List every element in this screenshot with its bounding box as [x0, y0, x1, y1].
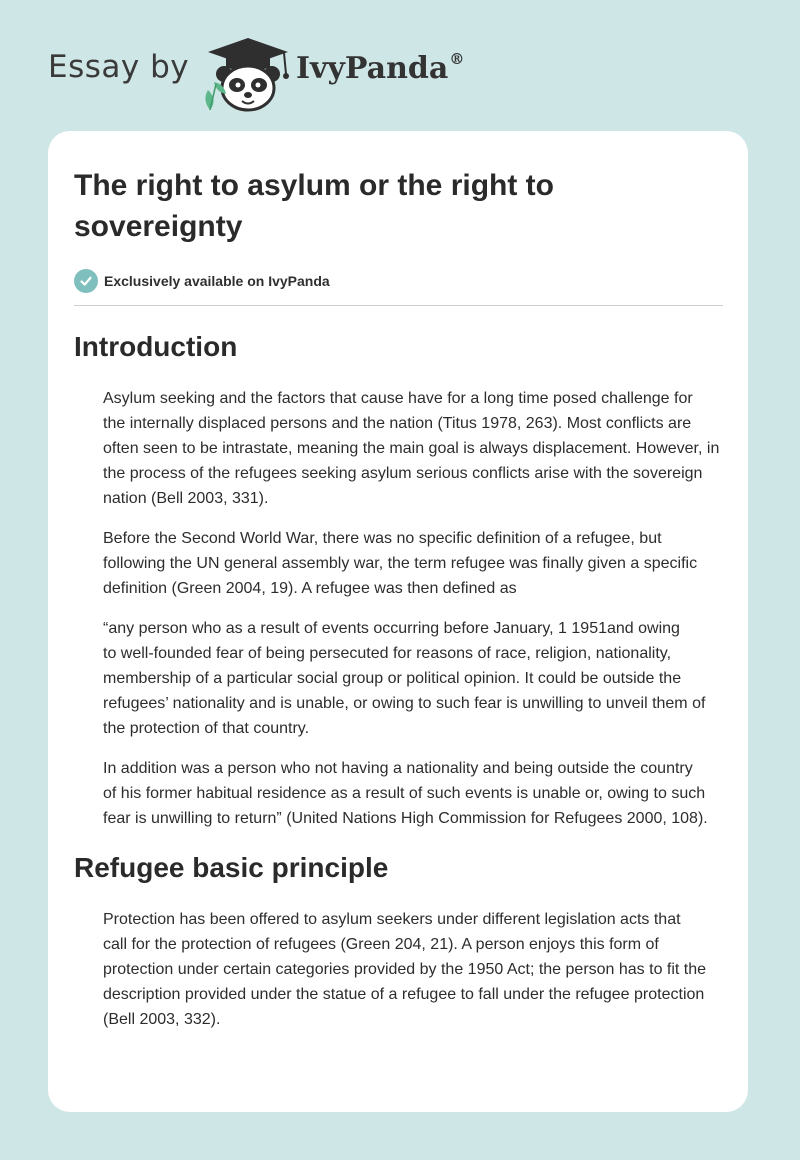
site-header — [0, 0, 800, 130]
paragraph: Protection has been offered to asylum seekers under different legislation acts that call for the protection of refugees (Green 204, 21). A person enjoys this form of protection under certain categories provided by the 1950 Act; the person has to fit the description provided under the statue of a refugee to fall under the refugee protection (Bell 2003, 332). — [103, 911, 707, 1028]
paragraph: Asylum seeking and the factors that cause have for a long time posed challenge for the internally displaced persons and the nation (Titus 1978, 263). Most conflicts are often seen to be intrastate, meaning the main goal is always displacement. However, in the process of the refugees seeking asylum serious conflicts arise with the sovereign nation (Bell 2003, 331). — [103, 390, 720, 507]
exclusive-badge — [74, 268, 723, 294]
exclusive-label: Exclusively available on IvyPanda — [104, 273, 330, 289]
page-title: The right to asylum or the right to sovereignty — [74, 169, 554, 243]
paragraph: In addition was a person who not having a nationality and being outside the country of his former habitual residence as a result of such events is unable or, owing to such fear is unwilling to return” (United Nations High Commission for Refugees 2000, 108). — [103, 760, 708, 827]
panda-logo-icon[interactable] — [200, 34, 295, 114]
section-heading-refugee-basic-principle: Refugee basic principle — [74, 852, 389, 883]
paragraph-quote: “any person who as a result of events occurring before January, 1 1951and owing to well-founded fear of being persecuted for reasons of race, religion, nationality, membership of a particular social group or political opinion. It could be outside the refugees’ nationality and is unable, or owing to such fear is unwilling to unveil them of the protection of that country. — [103, 620, 706, 737]
section-heading-introduction: Introduction — [74, 331, 238, 362]
brand-name[interactable]: IvyPanda® — [296, 50, 465, 86]
paragraph: Before the Second World War, there was no specific definition of a refugee, but following the UN general assembly war, the term refugee was finally given a specific definition (Green 2004, 19). A refugee was then defined as — [103, 530, 698, 597]
divider — [74, 305, 723, 306]
check-circle-icon — [74, 269, 98, 293]
essay-card — [48, 131, 748, 1112]
essay-by-label: Essay by — [48, 49, 190, 85]
